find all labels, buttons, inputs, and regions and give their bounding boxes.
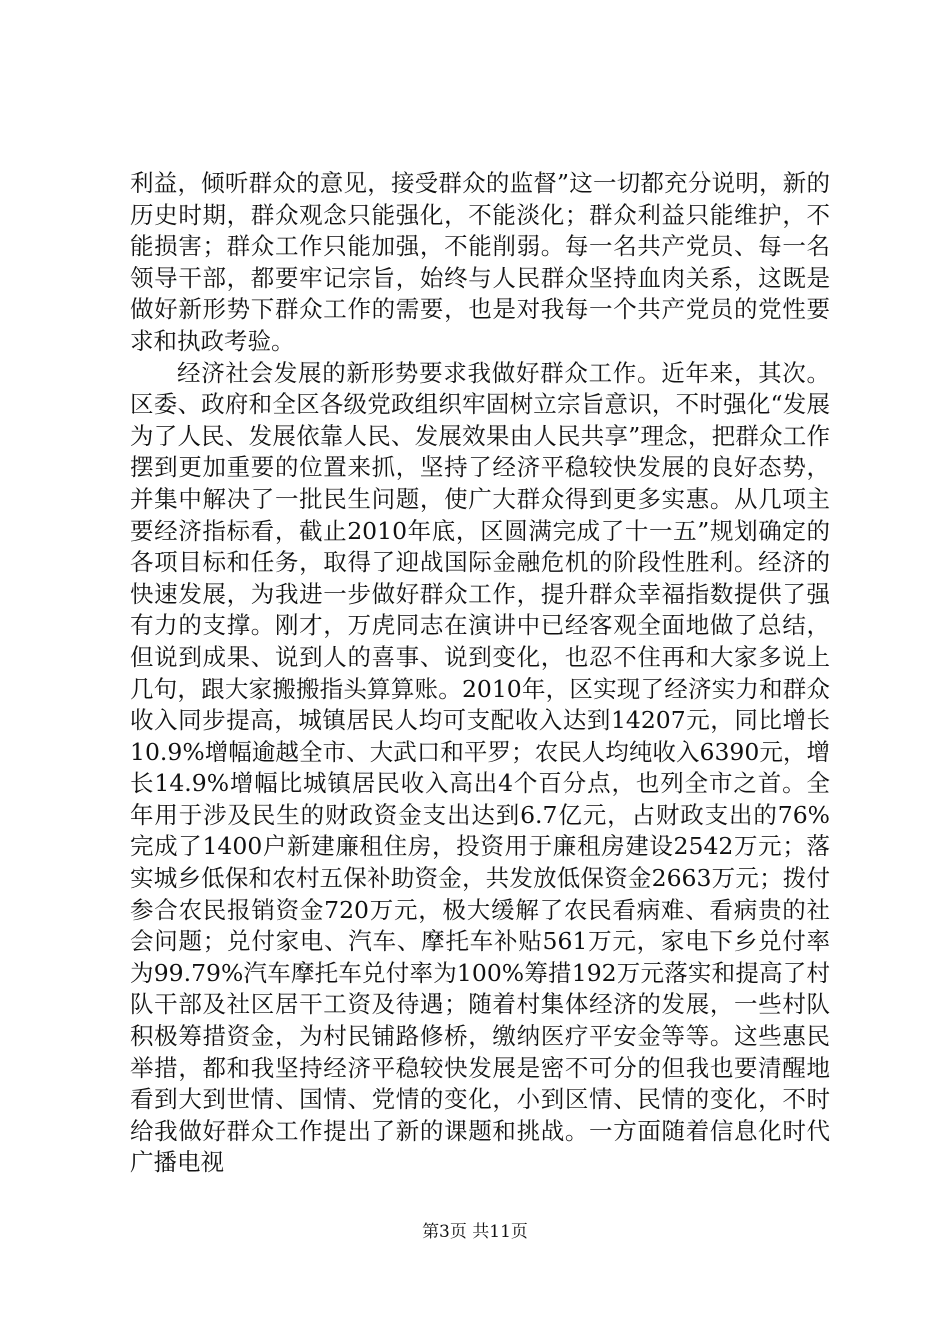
paragraph-2: 经济社会发展的新形势要求我做好群众工作。近年来，其次。区委、政府和全区各级党政组织牢固树立宗旨意识，不时强化“发展为了人民、发展依靠人民、发展效果由人民共享”理念，把群众工作摆到更加重要的位置来抓，坚持了经济平稳较快发展的良好态势，并集中解决了一批民生问题，使广大群众得到更多实惠。从几项主要经济指标看，截止2010年底，区圆满完成了十一五”规划确定的各项目标和任务，取得了迎战国际金融危机的阶段性胜利。经济的快速发展，为我进一步做好群众工作，提升群众幸福指数提供了强有力的支撑。刚才，万虎同志在演讲中已经客观全面地做了总结，但说到成果、说到人的喜事、说到变化，也忍不住再和大家多说上几句，跟大家搬搬指头算算账。2010年，区实现了经济实力和群众收入同步提高，城镇居民人均可支配收入达到14207元，同比增长10.9%增幅逾越全市、大武口和平罗；农民人均纯收入6390元，增长14.9%增幅比城镇居民收入高出4个百分点，也列全市之首。全年用于涉及民生的财政资金支出达到6.7亿元，占财政支出的76%完成了1400户新建廉租住房，投资用于廉租房建设2542万元；落实城乡低保和农村五保补助资金，共发放低保资金2663万元；拨付参合农民报销资金720万元，极大缓解了农民看病难、看病贵的社会问题；兑付家电、汽车、摩托车补贴561万元，家电下乡兑付率为99.79%汽车摩托车兑付率为100%筹措192万元落实和提高了村队干部及社区居干工资及待遇；随着村集体经济的发展，一些村队积极筹措资金，为村民铺路修桥，缴纳医疗平安金等等。这些惠民举措，都和我坚持经济平稳较快发展是密不可分的但我也要清醒地看到大到世情、国情、党情的变化，小到区情、民情的变化，不时给我做好群众工作提出了新的课题和挑战。一方面随着信息化时代广播电视: [130, 358, 830, 1177]
page-footer: 第3页 共11页: [422, 1222, 528, 1242]
document-body: [130, 168, 830, 1179]
paragraph-1: 利益，倾听群众的意见，接受群众的监督”这一切都充分说明，新的历史时期，群众观念只能强化，不能淡化；群众利益只能维护，不能损害；群众工作只能加强，不能削弱。每一名共产党员、每一名领导干部，都要牢记宗旨，始终与人民群众坚持血肉关系，这既是做好新形势下群众工作的需要，也是对我每一个共产党员的党性要求和执政考验。: [130, 169, 830, 355]
